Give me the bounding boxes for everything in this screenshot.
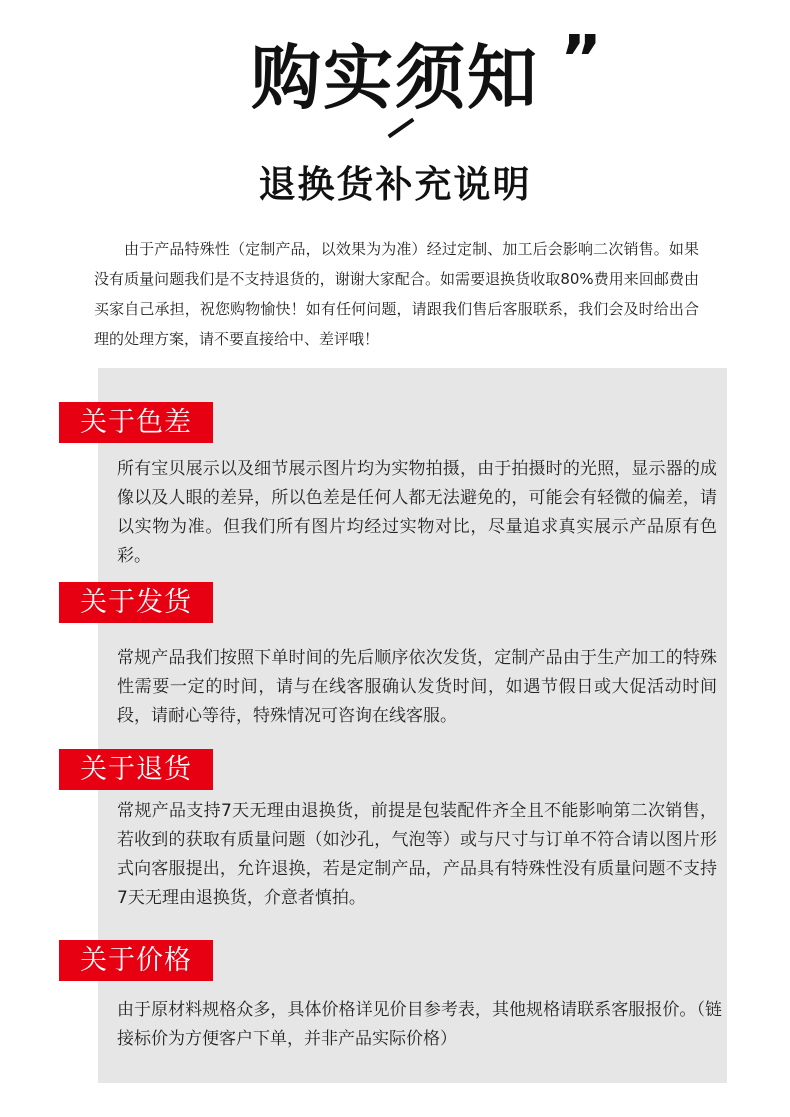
section-text-shipping: 常规产品我们按照下单时间的先后顺序依次发货，定制产品由于生产加工的特殊性需要一定的时间，请与在线客服确认发货时间，如遇节假日或大促活动时间段，请耐心等待，特殊情况可咨询在线客服。 (117, 648, 717, 726)
slash-divider (388, 118, 415, 138)
section-text-price: 由于原材料规格众多，具体价格详见价目参考表，其他规格请联系客服报价。（链接标价为方便客户下单，并非产品实际价格） (117, 1000, 722, 1049)
section-tag-color: 关于色差 (59, 402, 213, 443)
section-tag-price: 关于价格 (59, 940, 213, 981)
section-tag-returns: 关于退货 (59, 749, 213, 790)
intro-paragraph: 由于产品特殊性（定制产品，以效果为为准）经过定制、加工后会影响二次销售。如果没有质量问题我们是不支持退货的，谢谢大家配合。如需要退换货收取80%费用来回邮费由买家自己承担，祝您购物愉快！如有任何问题，请跟我们售后客服联系，我们会及时给出合理的处理方案，请不要直接给中、差评哦！ (94, 240, 699, 348)
section-text-returns: 常规产品支持7天无理由退换货，前提是包装配件齐全且不能影响第二次销售，若收到的获取有质量问题（如沙孔，气泡等）或与尺寸与订单不符合请以图片形式向客服提出，允许退换，若是定制产品，产品具有特殊性没有质量问题不支持7天无理由退换货，介意者慎拍。 (117, 801, 717, 908)
page-title: 购实须知 (251, 37, 539, 119)
page-subtitle: 退换货补充说明 (258, 163, 532, 206)
quote-mark: ” (560, 23, 603, 97)
section-text-color: 所有宝贝展示以及细节展示图片均为实物拍摄，由于拍摄时的光照，显示器的成像以及人眼的差异，所以色差是任何人都无法避免的，可能会有轻微的偏差，请以实物为准。但我们所有图片均经过实物对比，尽量追求真实展示产品原有色彩。 (117, 459, 717, 566)
section-tag-shipping: 关于发货 (59, 582, 213, 623)
